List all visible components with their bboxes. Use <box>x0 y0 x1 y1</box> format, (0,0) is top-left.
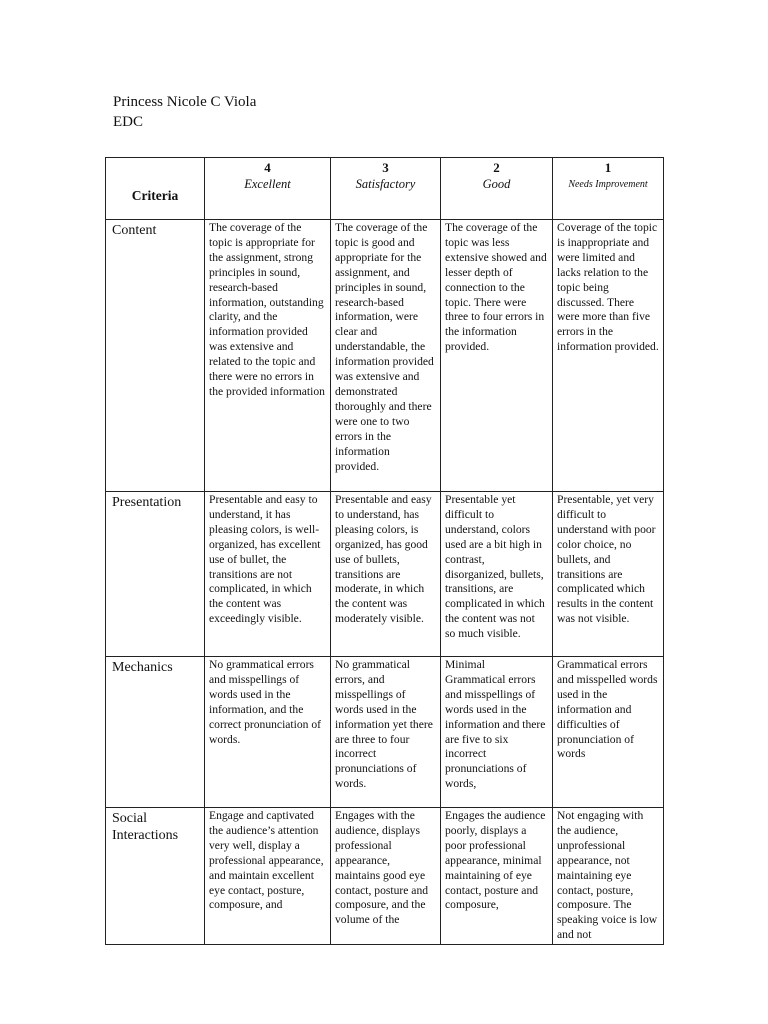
rubric-cell: Grammatical errors and misspelled words used in the information and difficulties of pronunciation of words <box>553 657 664 808</box>
rubric-cell: Not engaging with the audience, unprofessional appearance, not maintaining eye contact, posture, composure. The speaking voice is low and not <box>553 808 664 945</box>
criterion-label: Presentation <box>106 492 205 657</box>
criterion-label: Content <box>106 220 205 492</box>
rubric-cell: Coverage of the topic is inappropriate and were limited and lacks relation to the topic being discussed. There were more than five errors in the information provided. <box>553 220 664 492</box>
rubric-cell: Engages the audience poorly, displays a poor professional appearance, minimal maintaining of eye contact, posture and composure, <box>441 808 553 945</box>
level-score: 3 <box>382 160 389 175</box>
level-header-4 <box>205 158 331 220</box>
rubric-cell: No grammatical errors and misspellings of words used in the information, and the correct pronunciation of words. <box>205 657 331 808</box>
level-score: 4 <box>264 160 271 175</box>
rubric-header-row <box>106 158 664 220</box>
rubric-cell: No grammatical errors, and misspellings of words used in the information yet there are three to four incorrect pronunciations of words. <box>331 657 441 808</box>
rubric-cell: Presentable yet difficult to understand, colors used are a bit high in contrast, disorganized, bullets, transitions, are complicated in which the content was not so much visible. <box>441 492 553 657</box>
rubric-cell: Presentable, yet very difficult to understand with poor color choice, no bullets, and transitions are complicated which results in the content was not visible. <box>553 492 664 657</box>
rubric-cell: The coverage of the topic is good and appropriate for the assignment, and principles in sound, research-based information, were clear and understandable, the information provided was extensive and demonstrated thoroughly and there were one to two errors in the information provided. <box>331 220 441 492</box>
criterion-label: Mechanics <box>106 657 205 808</box>
level-header-2 <box>441 158 553 220</box>
level-score: 2 <box>493 160 500 175</box>
table-row-mechanics <box>106 657 664 808</box>
table-row-presentation <box>106 492 664 657</box>
rubric-cell: Presentable and easy to understand, it has pleasing colors, is well-organized, has excellent use of bullet, the transitions are not complicated, in which the content was exceedingly visible. <box>205 492 331 657</box>
level-label: Needs Improvement <box>568 179 648 190</box>
document-header <box>113 92 256 132</box>
criterion-label: Social Interactions <box>106 808 205 945</box>
rubric-cell: The coverage of the topic was less extensive showed and lesser depth of connection to the topic. There were three to four errors in the information provided. <box>441 220 553 492</box>
rubric-cell: Minimal Grammatical errors and misspellings of words used in the information and there are five to six incorrect pronunciations of words, <box>441 657 553 808</box>
author-name: Princess Nicole C Viola <box>113 94 257 110</box>
course-code: EDC <box>113 114 143 130</box>
table-row-social-interactions <box>106 808 664 945</box>
level-score: 1 <box>604 160 612 175</box>
table-row-content <box>106 220 664 492</box>
criteria-header: Criteria <box>106 158 205 220</box>
rubric-cell: Engage and captivated the audience’s attention very well, display a professional appearance, and maintain excellent eye contact, posture, composure, and <box>205 808 331 945</box>
rubric-cell: The coverage of the topic is appropriate for the assignment, strong principles in sound, research-based information, outstanding clarity, and the information provided was extensive and related to the topic and there were no errors in the provided information <box>205 220 331 492</box>
level-header-3 <box>331 158 441 220</box>
rubric-table <box>105 157 664 945</box>
level-label: Excellent <box>244 177 291 191</box>
rubric-cell: Engages with the audience, displays professional appearance, maintains good eye contact, posture and composure, and the volume of the <box>331 808 441 945</box>
level-label: Good <box>482 177 511 191</box>
level-label: Satisfactory <box>355 177 416 191</box>
level-header-1 <box>553 158 664 220</box>
rubric-cell: Presentable and easy to understand, has pleasing colors, is organized, has good use of bullets, transitions are moderate, in which the content was moderately visible. <box>331 492 441 657</box>
